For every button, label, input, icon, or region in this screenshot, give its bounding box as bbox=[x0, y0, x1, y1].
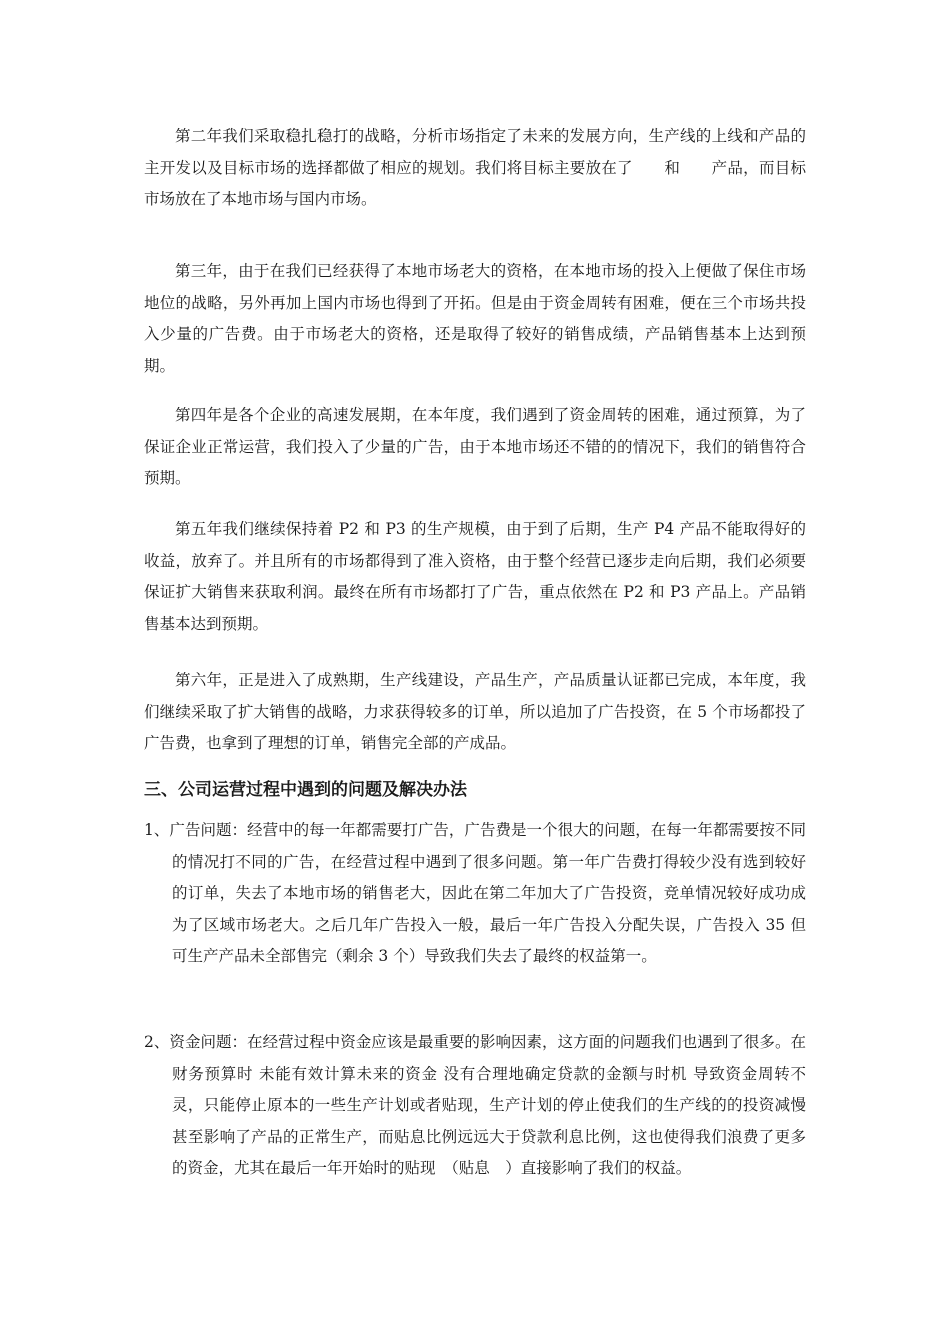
paragraph-year-2: 第二年我们采取稳扎稳打的战略，分析市场指定了未来的发展方向，生产线的上线和产品的主开发以及目标市场的选择都做了相应的规划。我们将目标主要放在了 和 产品，而目标市场放在了本地市场与国内市场。 bbox=[144, 127, 806, 208]
section-heading: 三、公司运营过程中遇到的问题及解决办法 bbox=[144, 780, 467, 800]
list-item-funding-problem: 2、资金问题：在经营过程中资金应该是最重要的影响因素，这方面的问题我们也遇到了很多。在财务预算时 未能有效计算未来的资金 没有合理地确定贷款的金额与时机 导致资金周转不灵，只能停止原本的一些生产计划或者贴现，生产计划的停止使我们的生产线的的投资减慢甚至影响了产品的正常生产，而贴息比例远远大于贷款利息比例，这也使得我们浪费了更多的资金，尤其在最后一年开始时的贴现 （贴息 ）直接影响了我们的权益。 bbox=[144, 1033, 806, 1177]
paragraph-year-6: 第六年，正是进入了成熟期，生产线建设，产品生产，产品质量认证都已完成，本年度，我们继续采取了扩大销售的战略，力求获得较多的订单，所以追加了广告投资，在 5 个市场都投了广告费，也拿到了理想的订单，销售完全部的产成品。 bbox=[144, 671, 806, 752]
paragraph-year-3: 第三年，由于在我们已经获得了本地市场老大的资格，在本地市场的投入上便做了保住市场地位的战略，另外再加上国内市场也得到了开拓。但是由于资金周转有困难，便在三个市场共投入少量的广告费。由于市场老大的资格，还是取得了较好的销售成绩，产品销售基本上达到预期。 bbox=[144, 262, 806, 375]
paragraph-year-5: 第五年我们继续保持着 P2 和 P3 的生产规模，由于到了后期，生产 P4 产品不能取得好的收益，放弃了。并且所有的市场都得到了准入资格，由于整个经营已逐步走向后期，我们必须要保证扩大销售来获取利润。最终在所有市场都打了广告，重点依然在 P2 和 P3 产品上。产品销售基本达到预期。 bbox=[144, 520, 806, 633]
list-item-ad-problem: 1、广告问题：经营中的每一年都需要打广告，广告费是一个很大的问题，在每一年都需要按不同的情况打不同的广告，在经营过程中遇到了很多问题。第一年广告费打得较少没有选到较好的订单，失去了本地市场的销售老大，因此在第二年加大了广告投资，竞单情况较好成功成为了区域市场老大。之后几年广告投入一般，最后一年广告投入分配失误，广告投入 35 但可生产产品未全部售完（剩余 3 个）导致我们失去了最终的权益第一。 bbox=[144, 821, 806, 965]
paragraph-year-4: 第四年是各个企业的高速发展期，在本年度，我们遇到了资金周转的困难，通过预算，为了保证企业正常运营，我们投入了少量的广告，由于本地市场还不错的的情况下，我们的销售符合预期。 bbox=[144, 406, 806, 487]
